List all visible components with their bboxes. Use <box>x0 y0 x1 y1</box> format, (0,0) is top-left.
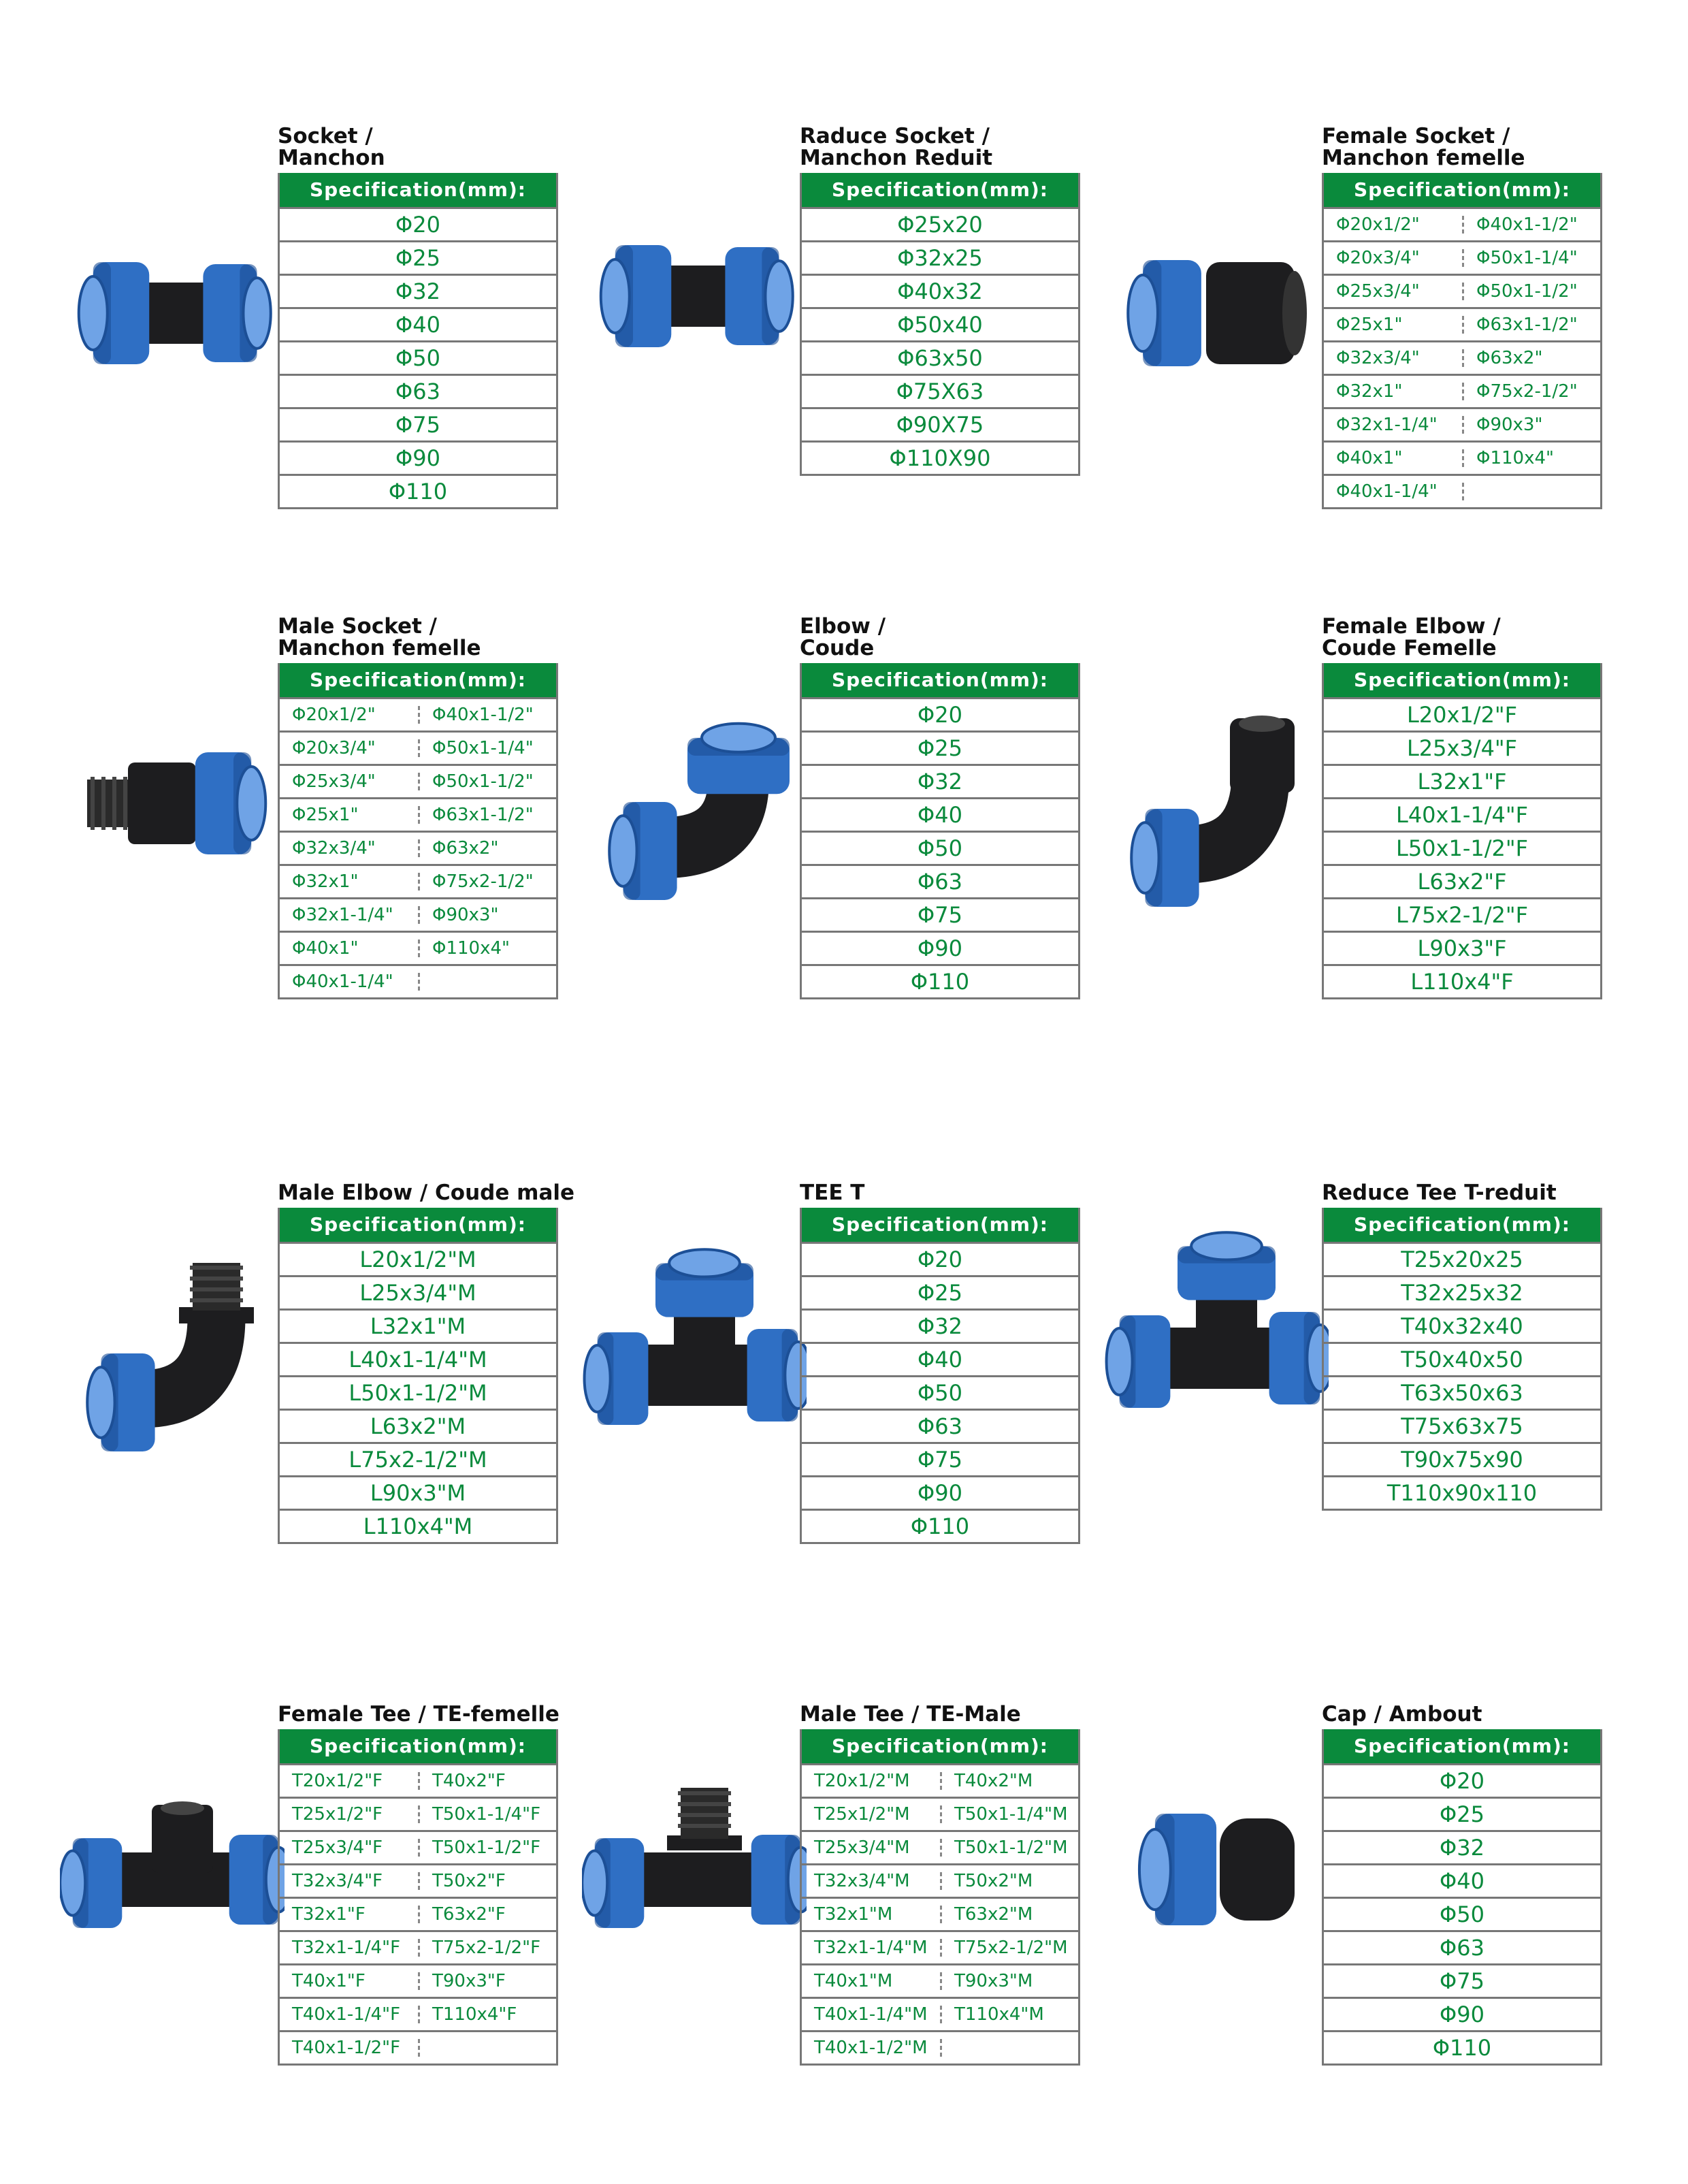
product-image <box>582 113 807 535</box>
spec-row <box>802 2030 1078 2063</box>
male-socket-fitting-icon <box>60 691 285 916</box>
product-title-line: Male Tee / TE-Male <box>800 1702 1021 1727</box>
spec-cell: Φ40x1-1/2" <box>418 706 556 724</box>
product-title <box>800 603 1080 663</box>
spec-row <box>1324 374 1600 407</box>
spec-row: Φ63 <box>802 1409 1078 1442</box>
spec-row: Φ75 <box>280 407 556 440</box>
spec-cell: Φ90x3" <box>1462 416 1600 434</box>
spec-cell: Φ50x1-1/2" <box>1462 283 1600 300</box>
spec-table-header: Specification(mm): <box>280 173 556 207</box>
product-image <box>582 1148 807 1570</box>
spec-row <box>280 730 556 764</box>
spec-cell: T75x2-1/2"F <box>418 1939 556 1957</box>
spec-cell: Φ63x1-1/2" <box>1462 316 1600 334</box>
spec-cell: T32x1"F <box>292 1904 366 1925</box>
spec-table <box>1322 1729 1602 2066</box>
spec-row <box>1324 474 1600 507</box>
product-title-line: Manchon <box>278 146 385 170</box>
product-title <box>278 1669 558 1729</box>
spec-cell: T25x3/4"F <box>292 1837 383 1858</box>
spec-row: Φ50 <box>802 1375 1078 1409</box>
spec-cell: Φ40x1" <box>292 938 359 959</box>
spec-cell: Φ32x1" <box>1336 381 1403 402</box>
spec-table <box>1322 663 1602 999</box>
spec-row: Φ40 <box>280 307 556 340</box>
spec-cell: T63x2"M <box>940 1906 1078 1923</box>
spec-cell: T40x2"M <box>940 1772 1078 1790</box>
spec-row: Φ75 <box>1324 1963 1600 1997</box>
product-title-line: Manchon femelle <box>278 636 481 660</box>
product-title-line: Coude <box>800 636 875 660</box>
spec-row: Φ20 <box>802 1242 1078 1275</box>
spec-row <box>802 1963 1078 1997</box>
spec-row <box>280 2030 556 2063</box>
spec-table <box>800 1729 1080 2066</box>
spec-cell: T40x1-1/2"M <box>814 2038 928 2058</box>
spec-cell: T50x1-1/2"M <box>940 1839 1078 1857</box>
spec-cell: T25x3/4"M <box>814 1837 910 1858</box>
product-title-line: Manchon femelle <box>1322 146 1525 170</box>
spec-row: Φ20 <box>802 697 1078 730</box>
spec-row: L75x2-1/2"M <box>280 1442 556 1475</box>
spec-row: Φ110 <box>802 1509 1078 1542</box>
product-title-line: TEE T <box>800 1181 865 1205</box>
spec-row: Φ32 <box>802 1308 1078 1342</box>
spec-row: L90x3"M <box>280 1475 556 1509</box>
product-title-line: Female Socket / <box>1322 124 1510 148</box>
spec-table-header: Specification(mm): <box>1324 173 1600 207</box>
spec-cell: T63x2"F <box>418 1906 556 1923</box>
cap-fitting-icon <box>1104 1757 1329 1982</box>
spec-cell: Φ20x1/2" <box>1336 214 1420 235</box>
spec-row <box>802 1897 1078 1930</box>
spec-row <box>1324 440 1600 474</box>
spec-table-header: Specification(mm): <box>1324 1729 1600 1763</box>
product-title-line: Manchon Reduit <box>800 146 993 170</box>
spec-row <box>280 697 556 730</box>
spec-cell: Φ32x1-1/4" <box>1336 415 1438 435</box>
spec-row: Φ63 <box>280 374 556 407</box>
spec-row: Φ75 <box>802 897 1078 931</box>
spec-cell: Φ110x4" <box>418 940 556 957</box>
product-title-line: Female Tee / TE-femelle <box>278 1702 559 1727</box>
spec-row <box>280 897 556 931</box>
spec-table <box>800 1208 1080 1544</box>
spec-row <box>1324 274 1600 307</box>
spec-cell: T50x1-1/4"M <box>940 1805 1078 1823</box>
spec-row: Φ20 <box>280 207 556 240</box>
spec-row <box>280 831 556 864</box>
spec-row <box>1324 340 1600 374</box>
product-image <box>60 603 285 1025</box>
spec-block <box>1322 113 1602 509</box>
product-image <box>1104 603 1329 1025</box>
spec-block <box>1322 603 1602 999</box>
spec-table <box>1322 173 1602 509</box>
product-title-line: Coude Femelle <box>1322 636 1497 660</box>
spec-row: T32x25x32 <box>1324 1275 1600 1308</box>
spec-row: L25x3/4"M <box>280 1275 556 1308</box>
spec-cell: T20x1/2"F <box>292 1771 383 1791</box>
spec-table-header: Specification(mm): <box>280 1208 556 1242</box>
spec-row: Φ110 <box>1324 2030 1600 2063</box>
spec-cell: T90x3"M <box>940 1972 1078 1990</box>
spec-table <box>1322 1208 1602 1511</box>
spec-row: L63x2"M <box>280 1409 556 1442</box>
spec-row: Φ63x50 <box>802 340 1078 374</box>
spec-row: L63x2"F <box>1324 864 1600 897</box>
spec-cell: T32x1-1/4"F <box>292 1938 401 1958</box>
spec-row <box>1324 207 1600 240</box>
spec-row <box>280 764 556 797</box>
spec-cell: T40x2"F <box>418 1772 556 1790</box>
spec-row: L32x1"M <box>280 1308 556 1342</box>
spec-row <box>280 797 556 831</box>
spec-row: L20x1/2"M <box>280 1242 556 1275</box>
spec-cell: Φ110x4" <box>1462 449 1600 467</box>
female-tee-fitting-icon <box>60 1757 285 1982</box>
socket-fitting-icon <box>60 201 285 425</box>
spec-row: Φ90X75 <box>802 407 1078 440</box>
spec-table <box>800 663 1080 999</box>
spec-block <box>278 113 558 509</box>
spec-row: Φ110 <box>280 474 556 507</box>
spec-block <box>800 603 1080 999</box>
product-title <box>1322 1148 1602 1208</box>
spec-row: Φ50 <box>1324 1897 1600 1930</box>
product-title <box>800 113 1080 173</box>
spec-row: Φ63 <box>1324 1930 1600 1963</box>
spec-row: Φ32 <box>280 274 556 307</box>
product-title <box>1322 113 1602 173</box>
spec-row: Φ25x20 <box>802 207 1078 240</box>
spec-row <box>280 1830 556 1863</box>
spec-cell: Φ25x3/4" <box>292 771 376 792</box>
spec-cell: Φ40x1-1/2" <box>1462 216 1600 234</box>
spec-row <box>1324 407 1600 440</box>
spec-cell: T90x3"F <box>418 1972 556 1990</box>
spec-table-header: Specification(mm): <box>280 1729 556 1763</box>
product-image <box>582 603 807 1025</box>
spec-cell: T40x1"F <box>292 1971 366 1991</box>
spec-cell: Φ32x1-1/4" <box>292 905 393 925</box>
spec-row <box>280 1930 556 1963</box>
spec-row: L50x1-1/2"F <box>1324 831 1600 864</box>
spec-cell: T110x4"M <box>940 2006 1078 2023</box>
spec-row: L25x3/4"F <box>1324 730 1600 764</box>
spec-cell: Φ20x3/4" <box>1336 248 1420 268</box>
spec-cell: Φ50x1-1/4" <box>418 739 556 757</box>
product-title-line: Male Elbow / Coude male <box>278 1181 575 1205</box>
spec-cell: T50x1-1/4"F <box>418 1805 556 1823</box>
spec-table-header: Specification(mm): <box>802 1729 1078 1763</box>
tee-fitting-icon <box>582 1236 807 1460</box>
elbow-fitting-icon <box>582 691 807 916</box>
tee-fitting-icon <box>1104 1219 1329 1443</box>
spec-row: Φ50 <box>280 340 556 374</box>
spec-row <box>1324 240 1600 274</box>
spec-row: Φ32 <box>802 764 1078 797</box>
spec-row: L75x2-1/2"F <box>1324 897 1600 931</box>
spec-table-header: Specification(mm): <box>802 173 1078 207</box>
spec-cell: Φ90x3" <box>418 906 556 924</box>
spec-cell <box>940 2039 1078 2057</box>
spec-row: L40x1-1/4"F <box>1324 797 1600 831</box>
spec-table <box>800 173 1080 476</box>
spec-row: Φ50x40 <box>802 307 1078 340</box>
spec-row: Φ40 <box>802 797 1078 831</box>
spec-row: T63x50x63 <box>1324 1375 1600 1409</box>
spec-block <box>278 1148 575 1544</box>
spec-row: T50x40x50 <box>1324 1342 1600 1375</box>
spec-cell: T32x3/4"M <box>814 1871 910 1891</box>
spec-cell: T32x1"M <box>814 1904 893 1925</box>
spec-row: Φ32 <box>1324 1830 1600 1863</box>
spec-row: Φ25 <box>802 1275 1078 1308</box>
spec-row: T25x20x25 <box>1324 1242 1600 1275</box>
spec-cell: Φ40x1" <box>1336 448 1403 468</box>
spec-cell: Φ75x2-1/2" <box>1462 383 1600 400</box>
product-title-line: Female Elbow / <box>1322 614 1501 639</box>
spec-cell: T25x1/2"M <box>814 1804 910 1825</box>
spec-row: Φ40x32 <box>802 274 1078 307</box>
spec-table <box>278 173 558 509</box>
spec-row: T40x32x40 <box>1324 1308 1600 1342</box>
spec-table-header: Specification(mm): <box>802 1208 1078 1242</box>
spec-cell: Φ75x2-1/2" <box>418 873 556 890</box>
spec-cell: Φ25x1" <box>292 805 359 825</box>
spec-row: L110x4"F <box>1324 964 1600 997</box>
spec-cell: Φ40x1-1/4" <box>1336 481 1438 502</box>
spec-row: Φ32x25 <box>802 240 1078 274</box>
spec-row: T90x75x90 <box>1324 1442 1600 1475</box>
spec-row <box>1324 307 1600 340</box>
spec-row <box>802 1830 1078 1863</box>
product-title <box>800 1148 1080 1208</box>
spec-cell: Φ50x1-1/4" <box>1462 249 1600 267</box>
spec-row: L90x3"F <box>1324 931 1600 964</box>
spec-table <box>278 1729 558 2066</box>
spec-cell: Φ32x1" <box>292 871 359 892</box>
product-title <box>1322 603 1602 663</box>
spec-cell: Φ63x2" <box>418 839 556 857</box>
spec-cell: Φ40x1-1/4" <box>292 971 393 992</box>
spec-block <box>1322 1669 1602 2066</box>
spec-table <box>278 1208 558 1544</box>
spec-row <box>280 964 556 997</box>
spec-row <box>280 1863 556 1897</box>
spec-cell: T32x1-1/4"M <box>814 1938 928 1958</box>
spec-cell: T40x1"M <box>814 1971 893 1991</box>
spec-row <box>280 1763 556 1797</box>
female-socket-fitting-icon <box>1104 201 1329 425</box>
product-image <box>60 113 285 535</box>
product-image <box>1104 113 1329 535</box>
spec-cell: T25x1/2"F <box>292 1804 383 1825</box>
spec-row: Φ40 <box>1324 1863 1600 1897</box>
spec-cell: T110x4"F <box>418 2006 556 2023</box>
spec-row <box>280 1963 556 1997</box>
spec-cell: T20x1/2"M <box>814 1771 910 1791</box>
product-title <box>1322 1669 1602 1729</box>
product-image <box>1104 1148 1329 1570</box>
product-title <box>278 603 558 663</box>
spec-cell <box>1462 483 1600 500</box>
spec-cell: T50x1-1/2"F <box>418 1839 556 1857</box>
spec-row <box>280 1997 556 2030</box>
product-title <box>800 1669 1080 1729</box>
spec-row <box>280 864 556 897</box>
spec-cell: T40x1-1/4"F <box>292 2004 401 2025</box>
spec-cell: T40x1-1/2"F <box>292 2038 401 2058</box>
spec-row: Φ25 <box>280 240 556 274</box>
product-title <box>278 1148 575 1208</box>
product-image <box>582 1669 807 2091</box>
spec-cell: T50x2"M <box>940 1872 1078 1890</box>
spec-row <box>802 1930 1078 1963</box>
spec-table-header: Specification(mm): <box>802 663 1078 697</box>
spec-block <box>800 1669 1080 2066</box>
spec-row <box>802 1763 1078 1797</box>
spec-table-header: Specification(mm): <box>1324 663 1600 697</box>
product-image <box>60 1669 285 2091</box>
spec-cell: Φ20x3/4" <box>292 738 376 758</box>
spec-row: Φ40 <box>802 1342 1078 1375</box>
spec-cell: Φ32x3/4" <box>1336 348 1420 368</box>
spec-row: L50x1-1/2"M <box>280 1375 556 1409</box>
male-tee-fitting-icon <box>582 1757 807 1982</box>
product-title-line: Raduce Socket / <box>800 124 990 148</box>
spec-cell: T32x3/4"F <box>292 1871 383 1891</box>
spec-row <box>802 1997 1078 2030</box>
product-image <box>60 1148 285 1570</box>
spec-row: Φ20 <box>1324 1763 1600 1797</box>
spec-cell: T40x1-1/4"M <box>814 2004 928 2025</box>
spec-block <box>800 113 1080 476</box>
spec-cell: Φ63x1-1/2" <box>418 806 556 824</box>
male-elbow-fitting-icon <box>60 1236 285 1460</box>
spec-row: T75x63x75 <box>1324 1409 1600 1442</box>
spec-row: Φ25 <box>1324 1797 1600 1830</box>
spec-row: Φ63 <box>802 864 1078 897</box>
spec-row: Φ90 <box>1324 1997 1600 2030</box>
spec-row: L32x1"F <box>1324 764 1600 797</box>
spec-cell <box>418 2039 556 2057</box>
spec-cell: T75x2-1/2"M <box>940 1939 1078 1957</box>
spec-block <box>278 603 558 999</box>
spec-cell: T50x2"F <box>418 1872 556 1890</box>
spec-row: Φ90 <box>280 440 556 474</box>
spec-row: L40x1-1/4"M <box>280 1342 556 1375</box>
spec-row: Φ90 <box>802 1475 1078 1509</box>
female-elbow-fitting-icon <box>1104 691 1329 916</box>
spec-row: L110x4"M <box>280 1509 556 1542</box>
spec-cell <box>418 973 556 991</box>
spec-row <box>802 1863 1078 1897</box>
product-title-line: Socket / <box>278 124 373 148</box>
spec-row: Φ50 <box>802 831 1078 864</box>
product-title-line: Cap / Ambout <box>1322 1702 1482 1727</box>
spec-table <box>278 663 558 999</box>
spec-table-header: Specification(mm): <box>1324 1208 1600 1242</box>
product-title-line: Reduce Tee T-reduit <box>1322 1181 1557 1205</box>
spec-row: Φ75X63 <box>802 374 1078 407</box>
spec-cell: Φ50x1-1/2" <box>418 773 556 790</box>
spec-row: Φ75 <box>802 1442 1078 1475</box>
spec-row <box>280 1897 556 1930</box>
spec-cell: Φ32x3/4" <box>292 838 376 858</box>
spec-row: Φ25 <box>802 730 1078 764</box>
spec-row: Φ90 <box>802 931 1078 964</box>
product-title-line: Male Socket / <box>278 614 437 639</box>
spec-cell: Φ25x1" <box>1336 315 1403 335</box>
spec-row: Φ110 <box>802 964 1078 997</box>
spec-block <box>278 1669 558 2066</box>
spec-row: Φ110X90 <box>802 440 1078 474</box>
spec-cell: Φ63x2" <box>1462 349 1600 367</box>
spec-row <box>280 931 556 964</box>
product-image <box>1104 1669 1329 2091</box>
spec-row: L20x1/2"F <box>1324 697 1600 730</box>
socket-fitting-icon <box>582 184 807 408</box>
spec-row: T110x90x110 <box>1324 1475 1600 1509</box>
spec-row <box>280 1797 556 1830</box>
spec-row <box>802 1797 1078 1830</box>
spec-table-header: Specification(mm): <box>280 663 556 697</box>
spec-block <box>800 1148 1080 1544</box>
product-title-line: Elbow / <box>800 614 886 639</box>
spec-cell: Φ25x3/4" <box>1336 281 1420 302</box>
product-title <box>278 113 558 173</box>
spec-cell: Φ20x1/2" <box>292 705 376 725</box>
spec-block <box>1322 1148 1602 1511</box>
